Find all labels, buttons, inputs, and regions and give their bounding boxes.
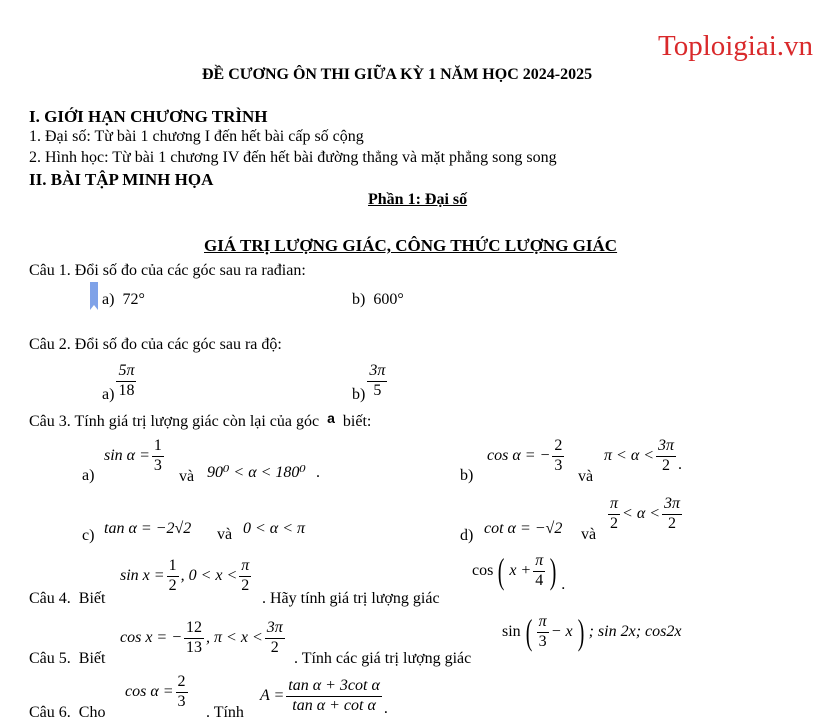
q1-label: Câu 1. xyxy=(29,262,71,279)
q6-A-fraction xyxy=(286,678,382,715)
q3-a-va: và xyxy=(179,468,195,485)
q4-lhs: sin x = xyxy=(120,567,165,585)
q3-alpha: a xyxy=(327,410,335,426)
q3-b-va: và xyxy=(578,468,594,485)
q3-d-den-2: 2 xyxy=(668,514,677,532)
q6-A: A = xyxy=(260,687,285,704)
q3-c-label: c) xyxy=(82,527,95,544)
q5-expr xyxy=(120,620,285,657)
q4-inner-den: 4 xyxy=(535,571,544,589)
q5-inner: − x xyxy=(550,623,573,641)
q3-d-den-1: 2 xyxy=(610,514,618,532)
q1-a-label: a) xyxy=(102,291,115,308)
q3-b-cond-den: 2 xyxy=(662,456,671,474)
q3-d-mid: < α < xyxy=(622,505,661,523)
q3-text xyxy=(29,410,371,431)
q1-prompt: Đổi số đo của các góc sau ra rađian: xyxy=(74,262,306,279)
q6-number: Câu 6. xyxy=(29,704,71,721)
q5-mid: , π < x < xyxy=(206,629,263,647)
q3-b-cond-left: π < α < xyxy=(604,447,655,465)
q6-expr xyxy=(125,674,188,711)
q4-right-paren: ) xyxy=(549,551,557,591)
q5-fraction xyxy=(184,620,204,657)
q4-end: . xyxy=(561,576,566,593)
q4-fraction-2 xyxy=(239,558,251,595)
q3-b-label: b) xyxy=(460,467,474,484)
q3-c-expr: tan α = −2√2 xyxy=(104,520,192,537)
q2-text xyxy=(29,336,282,354)
q2-b xyxy=(352,358,387,404)
q4-target xyxy=(472,548,565,594)
q4-inner: x + xyxy=(509,562,532,579)
q5-label xyxy=(29,650,105,668)
q1-b-label: b) xyxy=(352,291,366,308)
q4-biet: Biết xyxy=(78,590,106,607)
q2-a-den: 18 xyxy=(118,381,135,399)
q5-inner-den: 3 xyxy=(538,632,547,650)
q3-b-expr xyxy=(487,438,564,475)
q5-prompt: . Tính các giá trị lượng giác xyxy=(294,650,472,667)
q3-d-frac-2 xyxy=(662,496,682,533)
q4-num-2: π xyxy=(239,558,251,577)
q3-b-den: 3 xyxy=(554,456,563,474)
q3-a-den: 3 xyxy=(153,456,162,474)
q5-den-2: 2 xyxy=(270,638,279,656)
q6-formula xyxy=(260,674,388,718)
q6-tinh: . Tính xyxy=(206,704,244,721)
q1-a-value: 72° xyxy=(122,291,145,308)
q1-text xyxy=(29,262,306,280)
section-1-heading: I. GIỚI HẠN CHƯƠNG TRÌNH xyxy=(29,107,268,126)
q3-a-end: . xyxy=(316,464,320,481)
q4-cos: cos xyxy=(472,562,494,579)
q1-b-value: 600° xyxy=(373,291,404,308)
page-title: ĐỀ CƯƠNG ÔN THI GIỮA KỲ 1 NĂM HỌC 2024-2025 xyxy=(202,66,593,83)
q3-d-frac-1 xyxy=(608,496,620,533)
part-1-heading: Phần 1: Đại số xyxy=(368,191,468,208)
q2-a xyxy=(102,358,136,404)
q3-a-fraction xyxy=(152,438,164,475)
q2-b-den: 5 xyxy=(373,381,382,399)
q2-prompt: Đổi số đo của các góc sau ra độ: xyxy=(74,336,282,353)
q3-d-label: d) xyxy=(460,527,474,544)
q3-b-num: 2 xyxy=(552,438,564,457)
q3-a-lhs: sin α = xyxy=(104,447,150,465)
q3-b-fraction xyxy=(552,438,564,475)
section-2-heading: II. BÀI TẬP MINH HỌA xyxy=(29,170,214,189)
q4-expr xyxy=(120,558,251,595)
q5-rest: ; sin 2x; cos2x xyxy=(588,623,682,641)
q3-d-condition xyxy=(608,496,682,533)
q3-d-va: và xyxy=(581,526,597,543)
q5-sin: sin xyxy=(502,623,521,641)
q5-num-2: 3π xyxy=(265,620,285,639)
q3-d-num-2: 3π xyxy=(662,496,682,515)
q6-label xyxy=(29,704,105,722)
q3-b-condition xyxy=(604,438,682,475)
q2-b-label: b) xyxy=(352,386,366,403)
q5-left-paren: ( xyxy=(525,612,532,653)
q4-den: 2 xyxy=(168,576,177,594)
q3-d-num-1: π xyxy=(608,496,620,515)
q3-prompt: Tính giá trị lượng giác còn lại của góc xyxy=(74,413,320,430)
q3-a-num: 1 xyxy=(152,438,164,457)
q5-biet: Biết xyxy=(78,650,106,667)
q4-label xyxy=(29,590,105,608)
q6-num: 2 xyxy=(176,674,188,693)
q4-fraction xyxy=(167,558,179,595)
q6-den: 3 xyxy=(177,692,186,710)
q5-den: 13 xyxy=(186,638,203,656)
q3-b-lhs: cos α = − xyxy=(487,447,551,465)
q5-number: Câu 5. xyxy=(29,650,71,667)
q2-label: Câu 2. xyxy=(29,336,71,353)
q3-b-cond-num: 3π xyxy=(656,438,676,457)
q5-inner-fraction xyxy=(537,614,549,651)
section-1-line-2: 2. Hình học: Từ bài 1 chương IV đến hết bài đường thẳng và mặt phẳng song song xyxy=(29,149,557,166)
q5-num: 12 xyxy=(184,620,204,639)
q3-a-label: a) xyxy=(82,467,95,484)
q3-d-expr: cot α = −√2 xyxy=(484,520,563,537)
q2-a-num: 5π xyxy=(116,363,136,382)
section-1-line-1: 1. Đại số: Từ bài 1 chương I đến hết bài cấp số cộng xyxy=(29,128,364,145)
cursor-marker-icon xyxy=(90,282,98,310)
topic-heading: GIÁ TRỊ LƯỢNG GIÁC, CÔNG THỨC LƯỢNG GIÁC xyxy=(204,236,618,255)
q4-num: 1 xyxy=(167,558,179,577)
q4-inner-fraction xyxy=(533,553,545,590)
q6-cho: Cho xyxy=(78,704,106,721)
q2-b-num: 3π xyxy=(367,363,387,382)
q5-target xyxy=(502,614,681,651)
q5-fraction-2 xyxy=(265,620,285,657)
q4-mid: , 0 < x < xyxy=(180,567,238,585)
q5-inner-num: π xyxy=(537,614,549,633)
q3-c-va: và xyxy=(217,526,233,543)
q3-a-expr xyxy=(104,438,164,475)
q4-number: Câu 4. xyxy=(29,590,71,607)
q6-end: . xyxy=(383,700,388,717)
q6-fraction xyxy=(176,674,188,711)
q3-prompt-end: biết: xyxy=(342,413,372,430)
q3-label: Câu 3. xyxy=(29,413,71,430)
q4-den-2: 2 xyxy=(241,576,250,594)
q6-A-num: tan α + 3cot α xyxy=(286,678,382,697)
q5-right-paren: ) xyxy=(577,612,584,653)
q3-c-condition: 0 < α < π xyxy=(243,520,306,537)
q1-b xyxy=(352,291,404,309)
watermark-logo: Toploigiai.vn xyxy=(658,30,814,62)
q2-b-fraction xyxy=(367,363,387,400)
q3-b-cond-fraction xyxy=(656,438,676,475)
q2-a-label: a) xyxy=(102,386,115,403)
q3-a-condition: 90⁰ < α < 180⁰ xyxy=(207,464,306,481)
q6-A-den: tan α + cot α xyxy=(292,696,376,714)
q6-lhs: cos α = xyxy=(125,683,174,701)
q4-left-paren: ( xyxy=(498,551,505,591)
q5-lhs: cos x = − xyxy=(120,629,183,647)
q3-b-end: . xyxy=(678,456,683,474)
q1-a xyxy=(102,291,145,309)
q4-prompt: . Hãy tính giá trị lượng giác xyxy=(262,590,440,607)
q2-a-fraction xyxy=(116,363,136,400)
q4-inner-num: π xyxy=(533,553,545,572)
